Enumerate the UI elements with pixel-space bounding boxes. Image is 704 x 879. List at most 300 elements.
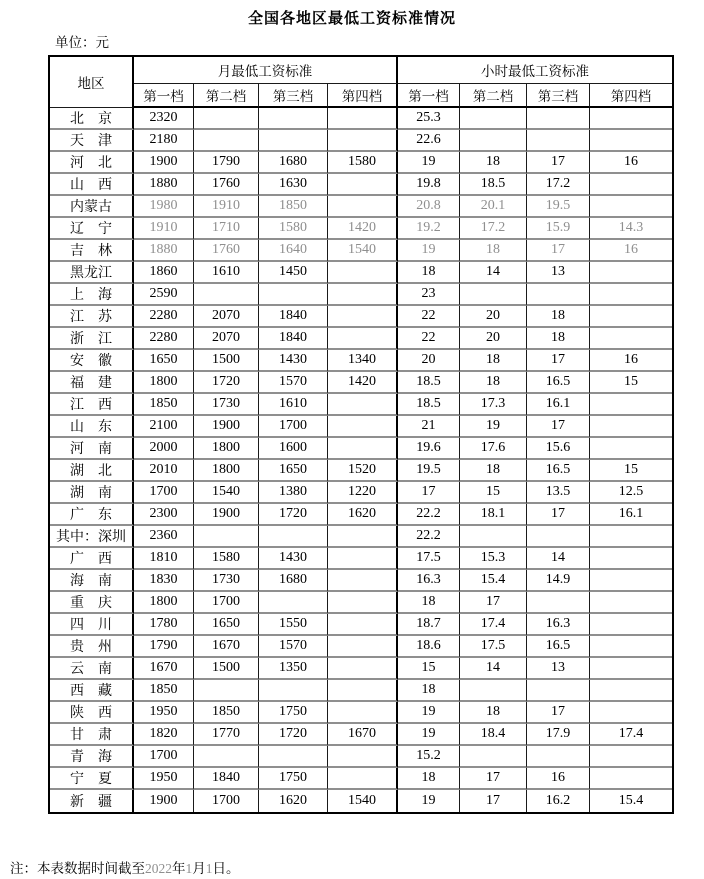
table-row bbox=[50, 240, 672, 262]
monthly-tier-4-cell: 1220 bbox=[328, 482, 398, 504]
hourly-tier-4-cell bbox=[590, 702, 672, 724]
monthly-tier-3-cell bbox=[259, 130, 328, 152]
monthly-group-header: 月最低工资标准 bbox=[134, 57, 398, 84]
table-row bbox=[50, 460, 672, 482]
note-date-segment: 1 bbox=[185, 861, 193, 876]
hourly-tier-3-cell: 17.2 bbox=[527, 174, 590, 196]
monthly-tier-2-cell: 1500 bbox=[194, 658, 259, 680]
region-cell: 江 西 bbox=[50, 394, 134, 416]
hourly-tier-4-cell bbox=[590, 416, 672, 438]
hourly-tier-3-cell bbox=[527, 592, 590, 614]
hourly-tier-2-cell: 15.3 bbox=[460, 548, 527, 570]
hourly-tier-2-cell bbox=[460, 746, 527, 768]
table-row bbox=[50, 746, 672, 768]
monthly-tier-3-cell: 1620 bbox=[259, 790, 328, 812]
region-cell: 河 北 bbox=[50, 152, 134, 174]
hourly-tier-3-cell: 13.5 bbox=[527, 482, 590, 504]
monthly-tier-1-cell: 2360 bbox=[134, 526, 194, 548]
hourly-tier-2-cell: 17 bbox=[460, 790, 527, 812]
table-row bbox=[50, 284, 672, 306]
hourly-tier-4-cell bbox=[590, 636, 672, 658]
region-cell: 新 疆 bbox=[50, 790, 134, 812]
hourly-tier-1-cell: 15.2 bbox=[398, 746, 460, 768]
table-row bbox=[50, 724, 672, 746]
hourly-tier-2-cell: 17.6 bbox=[460, 438, 527, 460]
monthly-tier-4-cell bbox=[328, 438, 398, 460]
hourly-tier-3-cell: 14 bbox=[527, 548, 590, 570]
monthly-tier-4-cell bbox=[328, 262, 398, 284]
monthly-tier-3-cell: 1750 bbox=[259, 768, 328, 790]
region-cell: 黑龙江 bbox=[50, 262, 134, 284]
monthly-tier-1-cell: 1950 bbox=[134, 768, 194, 790]
table-row bbox=[50, 482, 672, 504]
hourly-tier-4-cell: 15 bbox=[590, 460, 672, 482]
hourly-tier-1-cell: 22.6 bbox=[398, 130, 460, 152]
monthly-tier-3-cell bbox=[259, 746, 328, 768]
table-row bbox=[50, 108, 672, 130]
table-row bbox=[50, 526, 672, 548]
region-cell: 湖 北 bbox=[50, 460, 134, 482]
hourly-tier-3-cell: 17 bbox=[527, 350, 590, 372]
hourly-tier-4-cell bbox=[590, 174, 672, 196]
page-title: 全国各地区最低工资标准情况 bbox=[247, 10, 456, 27]
monthly-tier-4-cell bbox=[328, 416, 398, 438]
hourly-tier-1-cell: 21 bbox=[398, 416, 460, 438]
hourly-tier-1-cell: 16.3 bbox=[398, 570, 460, 592]
monthly-tier-3-cell: 1840 bbox=[259, 328, 328, 350]
monthly-tier-1-cell: 2010 bbox=[134, 460, 194, 482]
hourly-tier-3-cell: 13 bbox=[527, 658, 590, 680]
hourly-tier-3-cell: 17 bbox=[527, 240, 590, 262]
monthly-tier-2-cell: 1710 bbox=[194, 218, 259, 240]
monthly-tier-4-cell: 1580 bbox=[328, 152, 398, 174]
hourly-tier-4-cell: 14.3 bbox=[590, 218, 672, 240]
monthly-tier-1-cell: 1650 bbox=[134, 350, 194, 372]
monthly-tier-1-cell: 1670 bbox=[134, 658, 194, 680]
monthly-tier-2-cell: 1800 bbox=[194, 438, 259, 460]
monthly-tier-4-cell bbox=[328, 548, 398, 570]
hourly-tier-2-cell: 18 bbox=[460, 152, 527, 174]
monthly-tier-4-cell bbox=[328, 658, 398, 680]
hourly-tier-3-cell: 16.5 bbox=[527, 372, 590, 394]
hourly-tier-1-cell: 19 bbox=[398, 152, 460, 174]
monthly-tier-4-cell bbox=[328, 306, 398, 328]
table-row bbox=[50, 130, 672, 152]
region-cell: 甘 肃 bbox=[50, 724, 134, 746]
monthly-tier-1-cell: 1790 bbox=[134, 636, 194, 658]
header-group-row bbox=[50, 57, 672, 84]
monthly-tier-1-cell: 1950 bbox=[134, 702, 194, 724]
hourly-tier-2-cell: 17.2 bbox=[460, 218, 527, 240]
region-cell: 宁 夏 bbox=[50, 768, 134, 790]
region-column-header: 地区 bbox=[50, 57, 134, 108]
monthly-tier-4-cell bbox=[328, 592, 398, 614]
monthly-tier-1-cell: 1980 bbox=[134, 196, 194, 218]
table-row bbox=[50, 768, 672, 790]
monthly-tier-3-cell: 1840 bbox=[259, 306, 328, 328]
monthly-tier-2-cell bbox=[194, 680, 259, 702]
hourly-tier-2-cell: 20.1 bbox=[460, 196, 527, 218]
monthly-tier-3-cell: 1380 bbox=[259, 482, 328, 504]
region-cell: 山 东 bbox=[50, 416, 134, 438]
hourly-tier-1-cell: 19 bbox=[398, 702, 460, 724]
monthly-tier-4-cell bbox=[328, 526, 398, 548]
monthly-tier-1-cell: 2300 bbox=[134, 504, 194, 526]
hourly-tier-3-cell: 15.9 bbox=[527, 218, 590, 240]
monthly-tier-3-cell bbox=[259, 680, 328, 702]
monthly-tier-2-cell: 1500 bbox=[194, 350, 259, 372]
hourly-tier-3-cell: 16.1 bbox=[527, 394, 590, 416]
monthly-tier-3-cell: 1570 bbox=[259, 636, 328, 658]
monthly-tier-4-cell bbox=[328, 108, 398, 130]
monthly-tier-1-cell: 1880 bbox=[134, 240, 194, 262]
monthly-tier-1-cell: 2320 bbox=[134, 108, 194, 130]
hourly-tier-1-cell: 18.5 bbox=[398, 372, 460, 394]
monthly-tier-2-cell bbox=[194, 284, 259, 306]
hourly-tier-4-cell: 16 bbox=[590, 240, 672, 262]
hourly-tier-3-cell: 16.2 bbox=[527, 790, 590, 812]
table-row bbox=[50, 218, 672, 240]
hourly-tier-1-cell: 22 bbox=[398, 328, 460, 350]
table-row bbox=[50, 592, 672, 614]
table-row bbox=[50, 680, 672, 702]
monthly-tier-header-1: 第一档 bbox=[134, 84, 194, 108]
hourly-tier-2-cell: 15.4 bbox=[460, 570, 527, 592]
hourly-tier-4-cell bbox=[590, 614, 672, 636]
region-cell: 陕 西 bbox=[50, 702, 134, 724]
table-row bbox=[50, 504, 672, 526]
hourly-tier-1-cell: 19.5 bbox=[398, 460, 460, 482]
monthly-tier-2-cell bbox=[194, 746, 259, 768]
monthly-tier-4-cell: 1620 bbox=[328, 504, 398, 526]
table-row bbox=[50, 658, 672, 680]
monthly-tier-2-cell bbox=[194, 130, 259, 152]
monthly-tier-4-cell bbox=[328, 614, 398, 636]
monthly-tier-2-cell: 1580 bbox=[194, 548, 259, 570]
hourly-tier-4-cell: 16.1 bbox=[590, 504, 672, 526]
monthly-tier-1-cell: 1700 bbox=[134, 482, 194, 504]
hourly-tier-header-4: 第四档 bbox=[590, 84, 672, 108]
hourly-tier-1-cell: 18.5 bbox=[398, 394, 460, 416]
hourly-tier-3-cell: 16.5 bbox=[527, 636, 590, 658]
hourly-tier-3-cell: 17 bbox=[527, 152, 590, 174]
monthly-tier-4-cell: 1420 bbox=[328, 218, 398, 240]
hourly-tier-4-cell bbox=[590, 328, 672, 350]
monthly-tier-2-cell: 1700 bbox=[194, 790, 259, 812]
hourly-tier-3-cell bbox=[527, 746, 590, 768]
monthly-tier-4-cell: 1420 bbox=[328, 372, 398, 394]
region-cell: 湖 南 bbox=[50, 482, 134, 504]
region-cell: 北 京 bbox=[50, 108, 134, 130]
hourly-tier-2-cell: 17 bbox=[460, 768, 527, 790]
minimum-wage-table bbox=[50, 57, 672, 812]
monthly-tier-4-cell bbox=[328, 174, 398, 196]
table-row bbox=[50, 262, 672, 284]
monthly-tier-3-cell: 1430 bbox=[259, 548, 328, 570]
monthly-tier-3-cell: 1640 bbox=[259, 240, 328, 262]
monthly-tier-2-cell: 2070 bbox=[194, 306, 259, 328]
hourly-tier-header-1: 第一档 bbox=[398, 84, 460, 108]
hourly-tier-2-cell: 18.1 bbox=[460, 504, 527, 526]
monthly-tier-1-cell: 2280 bbox=[134, 306, 194, 328]
monthly-tier-2-cell: 2070 bbox=[194, 328, 259, 350]
monthly-tier-3-cell bbox=[259, 592, 328, 614]
monthly-tier-1-cell: 1910 bbox=[134, 218, 194, 240]
monthly-tier-2-cell: 1800 bbox=[194, 460, 259, 482]
monthly-tier-3-cell bbox=[259, 526, 328, 548]
monthly-tier-1-cell: 1900 bbox=[134, 790, 194, 812]
monthly-tier-3-cell: 1650 bbox=[259, 460, 328, 482]
region-cell: 吉 林 bbox=[50, 240, 134, 262]
monthly-tier-2-cell: 1760 bbox=[194, 240, 259, 262]
hourly-tier-2-cell: 15 bbox=[460, 482, 527, 504]
hourly-tier-2-cell: 18.4 bbox=[460, 724, 527, 746]
hourly-tier-3-cell: 17.9 bbox=[527, 724, 590, 746]
hourly-tier-4-cell bbox=[590, 438, 672, 460]
hourly-tier-4-cell bbox=[590, 680, 672, 702]
table-row bbox=[50, 372, 672, 394]
note-date-segment: 2022 bbox=[145, 861, 172, 876]
hourly-tier-2-cell: 20 bbox=[460, 306, 527, 328]
monthly-tier-2-cell: 1650 bbox=[194, 614, 259, 636]
region-cell: 广 西 bbox=[50, 548, 134, 570]
region-cell: 青 海 bbox=[50, 746, 134, 768]
hourly-tier-1-cell: 19.8 bbox=[398, 174, 460, 196]
region-cell: 福 建 bbox=[50, 372, 134, 394]
hourly-tier-4-cell bbox=[590, 746, 672, 768]
hourly-tier-4-cell: 12.5 bbox=[590, 482, 672, 504]
monthly-tier-2-cell: 1790 bbox=[194, 152, 259, 174]
monthly-tier-3-cell: 1570 bbox=[259, 372, 328, 394]
hourly-tier-3-cell: 19.5 bbox=[527, 196, 590, 218]
table-row bbox=[50, 350, 672, 372]
monthly-tier-header-2: 第二档 bbox=[194, 84, 259, 108]
hourly-tier-2-cell: 17.3 bbox=[460, 394, 527, 416]
region-cell: 其中：深圳 bbox=[50, 526, 134, 548]
region-cell: 天 津 bbox=[50, 130, 134, 152]
table-row bbox=[50, 394, 672, 416]
hourly-tier-2-cell bbox=[460, 526, 527, 548]
hourly-tier-4-cell bbox=[590, 262, 672, 284]
monthly-tier-2-cell: 1840 bbox=[194, 768, 259, 790]
region-cell: 辽 宁 bbox=[50, 218, 134, 240]
monthly-tier-2-cell bbox=[194, 108, 259, 130]
hourly-tier-1-cell: 20 bbox=[398, 350, 460, 372]
hourly-tier-4-cell bbox=[590, 570, 672, 592]
hourly-tier-3-cell bbox=[527, 526, 590, 548]
monthly-tier-4-cell bbox=[328, 702, 398, 724]
note-text-segment: 月 bbox=[192, 861, 206, 876]
region-cell: 内蒙古 bbox=[50, 196, 134, 218]
monthly-tier-2-cell: 1730 bbox=[194, 394, 259, 416]
table-row bbox=[50, 196, 672, 218]
hourly-tier-1-cell: 22.2 bbox=[398, 504, 460, 526]
hourly-tier-2-cell: 17.4 bbox=[460, 614, 527, 636]
hourly-tier-4-cell bbox=[590, 196, 672, 218]
table-row bbox=[50, 174, 672, 196]
monthly-tier-3-cell: 1850 bbox=[259, 196, 328, 218]
monthly-tier-4-cell: 1340 bbox=[328, 350, 398, 372]
hourly-tier-2-cell: 18.5 bbox=[460, 174, 527, 196]
hourly-tier-2-cell: 19 bbox=[460, 416, 527, 438]
table-row bbox=[50, 570, 672, 592]
region-cell: 安 徽 bbox=[50, 350, 134, 372]
monthly-tier-1-cell: 2000 bbox=[134, 438, 194, 460]
hourly-tier-2-cell: 14 bbox=[460, 658, 527, 680]
hourly-group-header: 小时最低工资标准 bbox=[398, 57, 672, 84]
hourly-tier-2-cell bbox=[460, 108, 527, 130]
monthly-tier-3-cell: 1680 bbox=[259, 152, 328, 174]
hourly-tier-3-cell bbox=[527, 680, 590, 702]
monthly-tier-3-cell: 1680 bbox=[259, 570, 328, 592]
monthly-tier-4-cell bbox=[328, 130, 398, 152]
table-row bbox=[50, 790, 672, 812]
hourly-tier-1-cell: 18.7 bbox=[398, 614, 460, 636]
monthly-tier-4-cell: 1540 bbox=[328, 240, 398, 262]
hourly-tier-1-cell: 19 bbox=[398, 724, 460, 746]
hourly-tier-3-cell: 13 bbox=[527, 262, 590, 284]
hourly-tier-3-cell bbox=[527, 284, 590, 306]
table-row bbox=[50, 306, 672, 328]
monthly-tier-1-cell: 1880 bbox=[134, 174, 194, 196]
monthly-tier-2-cell: 1770 bbox=[194, 724, 259, 746]
monthly-tier-1-cell: 1830 bbox=[134, 570, 194, 592]
monthly-tier-4-cell bbox=[328, 680, 398, 702]
hourly-tier-2-cell: 17 bbox=[460, 592, 527, 614]
hourly-tier-2-cell: 20 bbox=[460, 328, 527, 350]
hourly-tier-2-cell: 18 bbox=[460, 702, 527, 724]
hourly-tier-1-cell: 23 bbox=[398, 284, 460, 306]
hourly-tier-2-cell: 18 bbox=[460, 240, 527, 262]
monthly-tier-4-cell: 1540 bbox=[328, 790, 398, 812]
hourly-tier-1-cell: 19.6 bbox=[398, 438, 460, 460]
region-cell: 海 南 bbox=[50, 570, 134, 592]
hourly-tier-4-cell bbox=[590, 284, 672, 306]
monthly-tier-4-cell: 1520 bbox=[328, 460, 398, 482]
hourly-tier-1-cell: 22.2 bbox=[398, 526, 460, 548]
hourly-tier-1-cell: 18.6 bbox=[398, 636, 460, 658]
note-text-segment: 日。 bbox=[212, 861, 240, 876]
table-row bbox=[50, 438, 672, 460]
hourly-tier-2-cell: 14 bbox=[460, 262, 527, 284]
hourly-tier-3-cell: 17 bbox=[527, 504, 590, 526]
hourly-tier-2-cell: 17.5 bbox=[460, 636, 527, 658]
hourly-tier-4-cell: 17.4 bbox=[590, 724, 672, 746]
monthly-tier-1-cell: 1700 bbox=[134, 746, 194, 768]
hourly-tier-2-cell: 18 bbox=[460, 372, 527, 394]
hourly-tier-4-cell bbox=[590, 526, 672, 548]
monthly-tier-3-cell: 1430 bbox=[259, 350, 328, 372]
hourly-tier-2-cell bbox=[460, 284, 527, 306]
hourly-tier-3-cell: 16 bbox=[527, 768, 590, 790]
hourly-tier-1-cell: 17 bbox=[398, 482, 460, 504]
monthly-tier-2-cell: 1720 bbox=[194, 372, 259, 394]
hourly-tier-3-cell: 17 bbox=[527, 702, 590, 724]
monthly-tier-2-cell: 1910 bbox=[194, 196, 259, 218]
monthly-tier-2-cell bbox=[194, 526, 259, 548]
region-cell: 四 川 bbox=[50, 614, 134, 636]
header-tier-row bbox=[50, 84, 672, 108]
monthly-tier-2-cell: 1700 bbox=[194, 592, 259, 614]
hourly-tier-3-cell: 17 bbox=[527, 416, 590, 438]
monthly-tier-1-cell: 2590 bbox=[134, 284, 194, 306]
monthly-tier-2-cell: 1900 bbox=[194, 416, 259, 438]
hourly-tier-1-cell: 15 bbox=[398, 658, 460, 680]
monthly-tier-3-cell: 1610 bbox=[259, 394, 328, 416]
note-date-segment: 1 bbox=[205, 861, 213, 876]
hourly-tier-1-cell: 19 bbox=[398, 790, 460, 812]
hourly-tier-3-cell: 16.3 bbox=[527, 614, 590, 636]
table-row bbox=[50, 548, 672, 570]
hourly-tier-1-cell: 18 bbox=[398, 592, 460, 614]
monthly-tier-1-cell: 1860 bbox=[134, 262, 194, 284]
region-cell: 浙 江 bbox=[50, 328, 134, 350]
region-cell: 广 东 bbox=[50, 504, 134, 526]
monthly-tier-1-cell: 1780 bbox=[134, 614, 194, 636]
hourly-tier-1-cell: 17.5 bbox=[398, 548, 460, 570]
region-cell: 重 庆 bbox=[50, 592, 134, 614]
hourly-tier-3-cell bbox=[527, 130, 590, 152]
hourly-tier-4-cell: 16 bbox=[590, 350, 672, 372]
hourly-tier-2-cell bbox=[460, 130, 527, 152]
monthly-tier-header-4: 第四档 bbox=[328, 84, 398, 108]
hourly-tier-1-cell: 19.2 bbox=[398, 218, 460, 240]
table-row bbox=[50, 328, 672, 350]
hourly-tier-4-cell bbox=[590, 108, 672, 130]
monthly-tier-4-cell bbox=[328, 570, 398, 592]
monthly-tier-3-cell: 1550 bbox=[259, 614, 328, 636]
region-cell: 河 南 bbox=[50, 438, 134, 460]
region-cell: 山 西 bbox=[50, 174, 134, 196]
monthly-tier-2-cell: 1850 bbox=[194, 702, 259, 724]
region-cell: 贵 州 bbox=[50, 636, 134, 658]
hourly-tier-2-cell: 18 bbox=[460, 460, 527, 482]
hourly-tier-2-cell bbox=[460, 680, 527, 702]
hourly-tier-4-cell bbox=[590, 306, 672, 328]
hourly-tier-1-cell: 22 bbox=[398, 306, 460, 328]
hourly-tier-1-cell: 25.3 bbox=[398, 108, 460, 130]
hourly-tier-3-cell bbox=[527, 108, 590, 130]
hourly-tier-1-cell: 19 bbox=[398, 240, 460, 262]
hourly-tier-4-cell bbox=[590, 394, 672, 416]
minimum-wage-table-container bbox=[48, 55, 674, 814]
region-cell: 西 藏 bbox=[50, 680, 134, 702]
monthly-tier-4-cell bbox=[328, 284, 398, 306]
hourly-tier-header-2: 第二档 bbox=[460, 84, 527, 108]
monthly-tier-1-cell: 1900 bbox=[134, 152, 194, 174]
hourly-tier-4-cell bbox=[590, 592, 672, 614]
hourly-tier-4-cell bbox=[590, 768, 672, 790]
hourly-tier-4-cell bbox=[590, 658, 672, 680]
monthly-tier-1-cell: 1810 bbox=[134, 548, 194, 570]
monthly-tier-3-cell: 1600 bbox=[259, 438, 328, 460]
monthly-tier-2-cell: 1670 bbox=[194, 636, 259, 658]
unit-label: 单位：元 bbox=[55, 35, 109, 50]
hourly-tier-1-cell: 18 bbox=[398, 262, 460, 284]
monthly-tier-1-cell: 1800 bbox=[134, 592, 194, 614]
monthly-tier-3-cell: 1580 bbox=[259, 218, 328, 240]
monthly-tier-3-cell bbox=[259, 284, 328, 306]
monthly-tier-2-cell: 1900 bbox=[194, 504, 259, 526]
hourly-tier-3-cell: 14.9 bbox=[527, 570, 590, 592]
monthly-tier-4-cell bbox=[328, 636, 398, 658]
table-row bbox=[50, 416, 672, 438]
monthly-tier-4-cell bbox=[328, 196, 398, 218]
monthly-tier-3-cell: 1450 bbox=[259, 262, 328, 284]
monthly-tier-3-cell: 1720 bbox=[259, 724, 328, 746]
monthly-tier-1-cell: 1850 bbox=[134, 680, 194, 702]
hourly-tier-3-cell: 15.6 bbox=[527, 438, 590, 460]
